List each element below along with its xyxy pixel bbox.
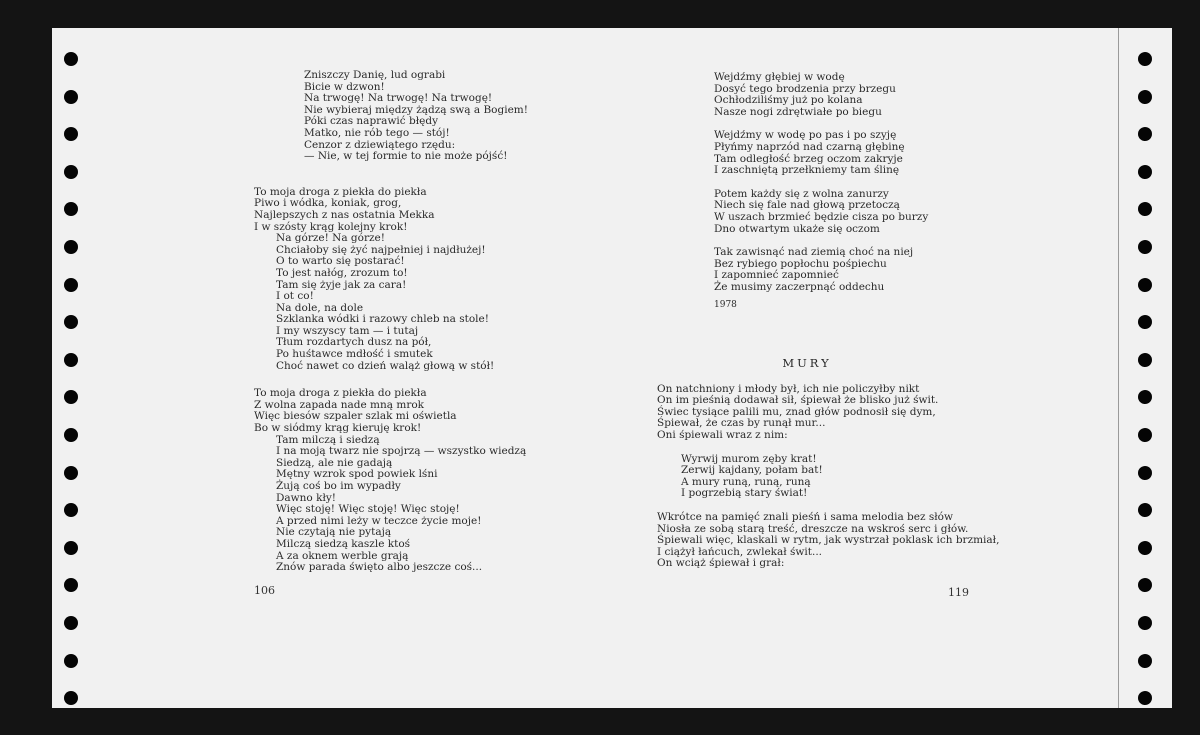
punch-hole: [1138, 353, 1152, 367]
book-spread-sheet: [52, 28, 1172, 708]
punch-hole: [64, 616, 78, 630]
punch-hole: [1138, 127, 1152, 141]
verse-line: Tłum rozdartych dusz na pół,: [276, 336, 432, 349]
right-punch-holes: [1138, 28, 1158, 708]
verse-line: Wejdźmy w wodę po pas i po szyję: [714, 129, 897, 142]
verse-line: Żują coś bo im wypadły: [276, 480, 401, 492]
left-page-text: [254, 70, 584, 586]
punch-hole: [1138, 165, 1152, 179]
verse-line: Chciałoby się żyć najpełniej i najdłużej!: [276, 243, 486, 256]
left-punch-holes: [64, 28, 84, 708]
mury-refrain: [657, 454, 957, 500]
verse-line: Szklanka wódki i razowy chleb na stole!: [276, 313, 489, 326]
punch-hole: [64, 278, 78, 292]
punch-hole: [1138, 691, 1152, 705]
poem-date: 1978: [714, 299, 737, 310]
verse-line: Tam się żyje jak za cara!: [276, 278, 407, 291]
punch-hole: [64, 691, 78, 705]
verse-line: Niech się fale nad głową przetoczą: [714, 199, 900, 212]
verse-line: Nie czytają nie pytają: [276, 526, 392, 539]
right-stanza-4: [714, 247, 1014, 293]
punch-hole: [64, 90, 78, 104]
verse-line: Dno otwartym ukaże się oczom: [714, 222, 880, 235]
verse-line: Więc biesów szpaler szlak mi oświetla: [254, 410, 457, 423]
left-stanza-3: [254, 388, 584, 574]
punch-hole: [1138, 202, 1152, 216]
verse-line: Po huśtawce mdłość i smutek: [276, 348, 433, 361]
verse-line: Matko, nie rób tego — stój!: [304, 126, 450, 139]
verse-line: Wyrwij murom zęby krat!: [681, 452, 817, 465]
verse-line: — Nie, w tej formie to nie może pójść!: [304, 150, 508, 163]
verse-line: I na moją twarz nie spojrzą — wszystko wiedzą: [276, 445, 527, 458]
verse-line: Choć nawet co dzień waląż głową w stół!: [276, 359, 495, 372]
verse-line: Siedzą, ale nie gadają: [276, 456, 393, 469]
punch-hole: [1138, 654, 1152, 668]
verse-line: Wejdźmy głębiej w wodę: [714, 71, 845, 83]
punch-hole: [1138, 240, 1152, 254]
left-stanza-1: [254, 70, 584, 163]
punch-hole: [1138, 428, 1152, 442]
punch-hole: [64, 654, 78, 668]
verse-line: I pogrzebią stary świat!: [681, 487, 808, 500]
punch-hole: [1138, 315, 1152, 329]
right-stanza-3: [714, 189, 1014, 235]
verse-line: To moja droga z piekła do piekła: [254, 185, 427, 198]
punch-hole: [64, 503, 78, 517]
verse-line: Tam odległość brzeg oczom zakryje: [714, 152, 903, 165]
right-page-first-poem: [714, 72, 1014, 311]
verse-line: Milczą siedzą kaszle ktoś: [276, 537, 411, 550]
verse-line: Piwo i wódka, koniak, grog,: [254, 197, 402, 210]
verse-line: Tam milczą i siedzą: [276, 433, 380, 446]
verse-line: Nasze nogi zdrętwiałe po biegu: [714, 105, 882, 118]
punch-hole: [64, 353, 78, 367]
left-page-number: 106: [254, 584, 275, 597]
verse-line: A mury runą, runą, runą: [681, 475, 811, 488]
verse-line: O to warto się postarać!: [276, 255, 405, 268]
right-stanza-1: [714, 72, 1014, 118]
punch-hole: [1138, 466, 1152, 480]
verse-line: Z wolna zapada nade mną mrok: [254, 398, 425, 411]
punch-hole: [1138, 278, 1152, 292]
punch-hole: [1138, 616, 1152, 630]
verse-line: A przed nimi leży w teczce życie moje!: [276, 514, 482, 527]
verse-line: To jest nałóg, zrozum to!: [276, 266, 408, 279]
punch-hole: [64, 541, 78, 555]
mury-stanza-2: [657, 510, 1000, 570]
verse-line: I zaschniętą przełkniemy tam ślinę: [714, 164, 900, 177]
verse-line: Bicie w dzwon!: [304, 80, 385, 93]
verse-line: Świec tysiące palili mu, znad głów podnosił się dym,: [657, 405, 936, 418]
punch-hole: [64, 466, 78, 480]
right-stanza-2: [714, 130, 1014, 176]
punch-hole: [1138, 503, 1152, 517]
verse-line: Ochłodziliśmy już po kolana: [714, 94, 863, 107]
verse-line: Wkrótce na pamięć znali pieśń i sama melodia bez słów: [657, 510, 953, 523]
verse-line: Płyńmy naprzód nad czarną głębinę: [714, 140, 905, 153]
punch-hole: [64, 52, 78, 66]
mury-stanza-1: [657, 384, 957, 442]
verse-line: On wciąż śpiewał i grał:: [657, 557, 785, 570]
verse-line: Bez rybiego popłochu pośpiechu: [714, 257, 887, 270]
punch-hole: [64, 390, 78, 404]
punch-hole: [1138, 541, 1152, 555]
verse-line: Na dole, na dole: [276, 301, 364, 314]
poem-title: MURY: [782, 356, 832, 370]
verse-line: Niosła ze sobą starą treść, dreszcze na wskroś serc i głów.: [657, 522, 969, 535]
verse-line: Znów parada święto albo jeszcze coś...: [276, 561, 483, 574]
verse-line: A za oknem werble grają: [276, 549, 409, 562]
verse-line: I zapomnieć zapomnieć: [714, 269, 839, 282]
right-page-mury-poem: [657, 356, 1000, 582]
verse-line: Potem każdy się z wolna zanurzy: [714, 187, 889, 200]
verse-line: Zniszczy Danię, lud ograbi: [304, 69, 446, 81]
punch-hole: [64, 202, 78, 216]
verse-line: Cenzor z dziewiątego rzędu:: [304, 138, 456, 151]
verse-line: Zerwij kajdany, połam bat!: [681, 464, 823, 477]
right-page-number: 119: [948, 586, 969, 599]
verse-line: I my wszyscy tam — i tutaj: [276, 324, 419, 337]
verse-line: I w szósty krąg kolejny krok!: [254, 220, 408, 233]
verse-line: Że musimy zaczerpnąć oddechu: [714, 280, 885, 293]
verse-line: Więc stoję! Więc stoję! Więc stoję!: [276, 503, 460, 516]
left-stanza-2: [254, 187, 584, 373]
verse-line: Mętny wzrok spod powiek lśni: [276, 468, 438, 481]
verse-line: Tak zawisnąć nad ziemią choć na niej: [714, 246, 914, 259]
verse-line: Dosyć tego brodzenia przy brzegu: [714, 82, 896, 95]
verse-line: To moja droga z piekła do piekła: [254, 387, 427, 400]
punch-hole: [64, 165, 78, 179]
punch-hole: [64, 127, 78, 141]
punch-hole: [1138, 578, 1152, 592]
verse-line: Śpiewali więc, klaskali w rytm, jak wystrzał poklask ich brzmiał,: [657, 534, 1000, 547]
punch-hole: [64, 578, 78, 592]
verse-line: Najlepszych z nas ostatnia Mekka: [254, 208, 435, 221]
punch-hole: [1138, 90, 1152, 104]
punch-hole: [64, 240, 78, 254]
verse-line: Na trwogę! Na trwogę! Na trwogę!: [304, 92, 493, 105]
verse-line: Bo w siódmy krąg kieruję krok!: [254, 422, 422, 435]
verse-line: I ot co!: [276, 290, 314, 303]
verse-line: Nie wybieraj między żądzą swą a Bogiem!: [304, 103, 528, 116]
punch-hole: [64, 315, 78, 329]
verse-line: Póki czas naprawić błędy: [304, 115, 438, 128]
verse-line: I ciążył łańcuch, zwlekał świt...: [657, 545, 823, 558]
punch-hole: [64, 428, 78, 442]
verse-line: On im pieśnią dodawał sił, śpiewał że blisko już świt.: [657, 394, 939, 407]
verse-line: Dawno kły!: [276, 491, 337, 504]
verse-line: Śpiewał, że czas by runął mur...: [657, 417, 826, 430]
verse-line: On natchniony i młody był, ich nie policzyłby nikt: [657, 382, 920, 395]
verse-line: Na górze! Na górze!: [276, 232, 385, 245]
verse-line: Oni śpiewali wraz z nim:: [657, 428, 788, 441]
punch-hole: [1138, 52, 1152, 66]
punch-hole: [1138, 390, 1152, 404]
verse-line: W uszach brzmieć będzie cisza po burzy: [714, 210, 929, 223]
